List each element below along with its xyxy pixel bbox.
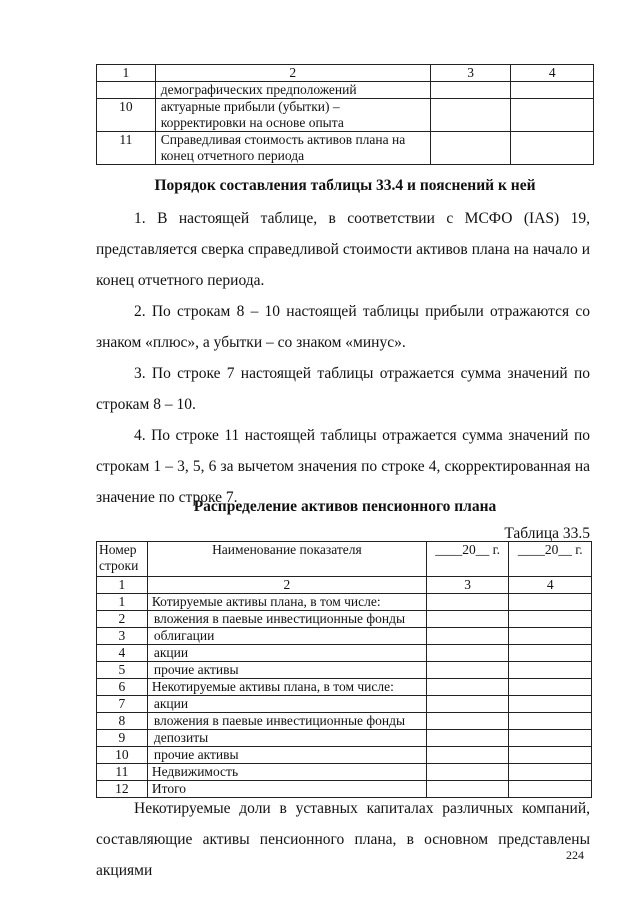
row-label-cell: Некотируемые активы плана, в том числе:: [147, 679, 426, 696]
row-label-cell: [155, 99, 430, 132]
value-cell: [511, 132, 594, 165]
value-cell: [426, 611, 509, 628]
value-cell: [426, 747, 509, 764]
row-number-cell: 9: [97, 730, 148, 747]
value-cell: [426, 594, 509, 611]
row-number-cell: 12: [97, 781, 148, 798]
row-number-cell: 6: [97, 679, 148, 696]
value-cell: [509, 764, 592, 781]
value-cell: [430, 99, 511, 132]
column-number-cell: 1: [97, 65, 156, 82]
row-label-cell: [155, 132, 430, 165]
value-cell: [426, 696, 509, 713]
paragraph-text: 4. По строке 11 настоящей таблицы отражается сумма значений по строкам 1 – 3, 5, 6 за вычетом значения по строке 4, скорректированная на значение по строке 7.: [96, 427, 590, 506]
value-cell: [511, 82, 594, 99]
table-row: [97, 99, 594, 132]
value-cell: [426, 662, 509, 679]
closing-paragraph: [96, 793, 590, 886]
row-label-cell: акции: [147, 645, 426, 662]
table-row: [97, 594, 592, 611]
value-cell: [430, 82, 511, 99]
section-heading: Распределение активов пенсионного плана: [193, 498, 497, 515]
row-number-cell: 7: [97, 696, 148, 713]
row-label-cell: Недвижимость: [147, 764, 426, 781]
section-heading: Порядок составления таблицы 33.4 и пояснений к ней: [154, 177, 536, 194]
table-label: Таблица 33.5: [504, 525, 590, 542]
row-label-line: Справедливая стоимость активов плана на: [160, 132, 406, 147]
table-row: [97, 611, 592, 628]
row-label-cell: прочие активы: [147, 747, 426, 764]
pension-assets-reconciliation-table-continued: [96, 64, 594, 165]
paragraph-1: [96, 203, 590, 296]
value-cell: [430, 132, 511, 165]
table-row: [97, 747, 592, 764]
column-number-cell: 4: [509, 577, 592, 594]
table-row: [97, 662, 592, 679]
header-row-number: Номер строки: [97, 542, 148, 577]
column-number-cell: 3: [430, 65, 511, 82]
row-number-cell: 3: [97, 628, 148, 645]
paragraph-2: [96, 296, 590, 358]
row-number-cell: 2: [97, 611, 148, 628]
value-cell: [426, 713, 509, 730]
value-cell: [509, 628, 592, 645]
table-row: [97, 679, 592, 696]
value-cell: [426, 645, 509, 662]
table-row: [97, 730, 592, 747]
row-number-cell: 1: [97, 594, 148, 611]
column-number-cell: 1: [97, 577, 148, 594]
value-cell: [509, 713, 592, 730]
row-label-cell: акции: [147, 696, 426, 713]
value-cell: [426, 730, 509, 747]
row-label-line: конец отчетного периода: [160, 148, 305, 163]
value-cell: [509, 611, 592, 628]
value-cell: [509, 594, 592, 611]
row-number-cell: 4: [97, 645, 148, 662]
pension-plan-asset-distribution-table: [96, 541, 592, 798]
row-number-cell: [97, 82, 156, 99]
value-cell: [511, 99, 594, 132]
value-cell: [509, 747, 592, 764]
paragraph-3: [96, 358, 590, 420]
paragraph-text: 3. По строке 7 настоящей таблицы отражается сумма значений по строкам 8 – 10.: [96, 365, 590, 413]
row-label-cell: Котируемые активы плана, в том числе:: [147, 594, 426, 611]
value-cell: [509, 679, 592, 696]
paragraph-text: Некотируемые доли в уставных капиталах различных компаний, составляющие активы пенсионного плана, в основном представлены акциями: [96, 800, 590, 879]
row-label-cell: Итого: [147, 781, 426, 798]
row-label-cell: облигации: [147, 628, 426, 645]
value-cell: [426, 764, 509, 781]
value-cell: [509, 696, 592, 713]
table-row: [97, 764, 592, 781]
column-number-cell: 2: [155, 65, 430, 82]
row-number-cell: 8: [97, 713, 148, 730]
row-number-cell: 11: [97, 132, 156, 165]
table-row: [97, 628, 592, 645]
value-cell: [509, 645, 592, 662]
table-row: [97, 132, 594, 165]
paragraph-text: 2. По строкам 8 – 10 настоящей таблицы прибыли отражаются со знаком «плюс», а убытки – со знаком «минус».: [96, 303, 590, 351]
row-label-cell: [155, 82, 430, 99]
value-cell: [509, 662, 592, 679]
row-label-cell: вложения в паевые инвестиционные фонды: [147, 611, 426, 628]
value-cell: [426, 628, 509, 645]
column-number-cell: 2: [147, 577, 426, 594]
page-number: 224: [566, 848, 584, 862]
table-header-row: [97, 65, 594, 82]
header-year-2: ____20__ г.: [509, 542, 592, 577]
header-year-1: ____20__ г.: [426, 542, 509, 577]
row-label-line: корректировки на основе опыта: [160, 115, 344, 130]
table-row: [97, 82, 594, 99]
header-indicator-name: Наименование показателя: [147, 542, 426, 577]
row-number-cell: 11: [97, 764, 148, 781]
row-number-cell: 10: [97, 747, 148, 764]
row-number-cell: 10: [97, 99, 156, 132]
column-numbers-row: [97, 577, 592, 594]
table-row: [97, 713, 592, 730]
row-label-line: актуарные прибыли (убытки) –: [160, 99, 340, 114]
column-number-cell: 4: [511, 65, 594, 82]
row-label-line: демографических предположений: [160, 82, 357, 97]
paragraph-text: 1. В настоящей таблице, в соответствии с МСФО (IAS) 19, представляется сверка справедливой стоимости активов плана на начало и конец отчетного периода.: [96, 210, 590, 289]
value-cell: [509, 730, 592, 747]
column-number-cell: 3: [426, 577, 509, 594]
table-row: [97, 645, 592, 662]
row-number-cell: 5: [97, 662, 148, 679]
row-label-cell: прочие активы: [147, 662, 426, 679]
table-header-row: [97, 542, 592, 577]
value-cell: [426, 679, 509, 696]
table-row: [97, 696, 592, 713]
row-label-cell: вложения в паевые инвестиционные фонды: [147, 713, 426, 730]
row-label-cell: депозиты: [147, 730, 426, 747]
